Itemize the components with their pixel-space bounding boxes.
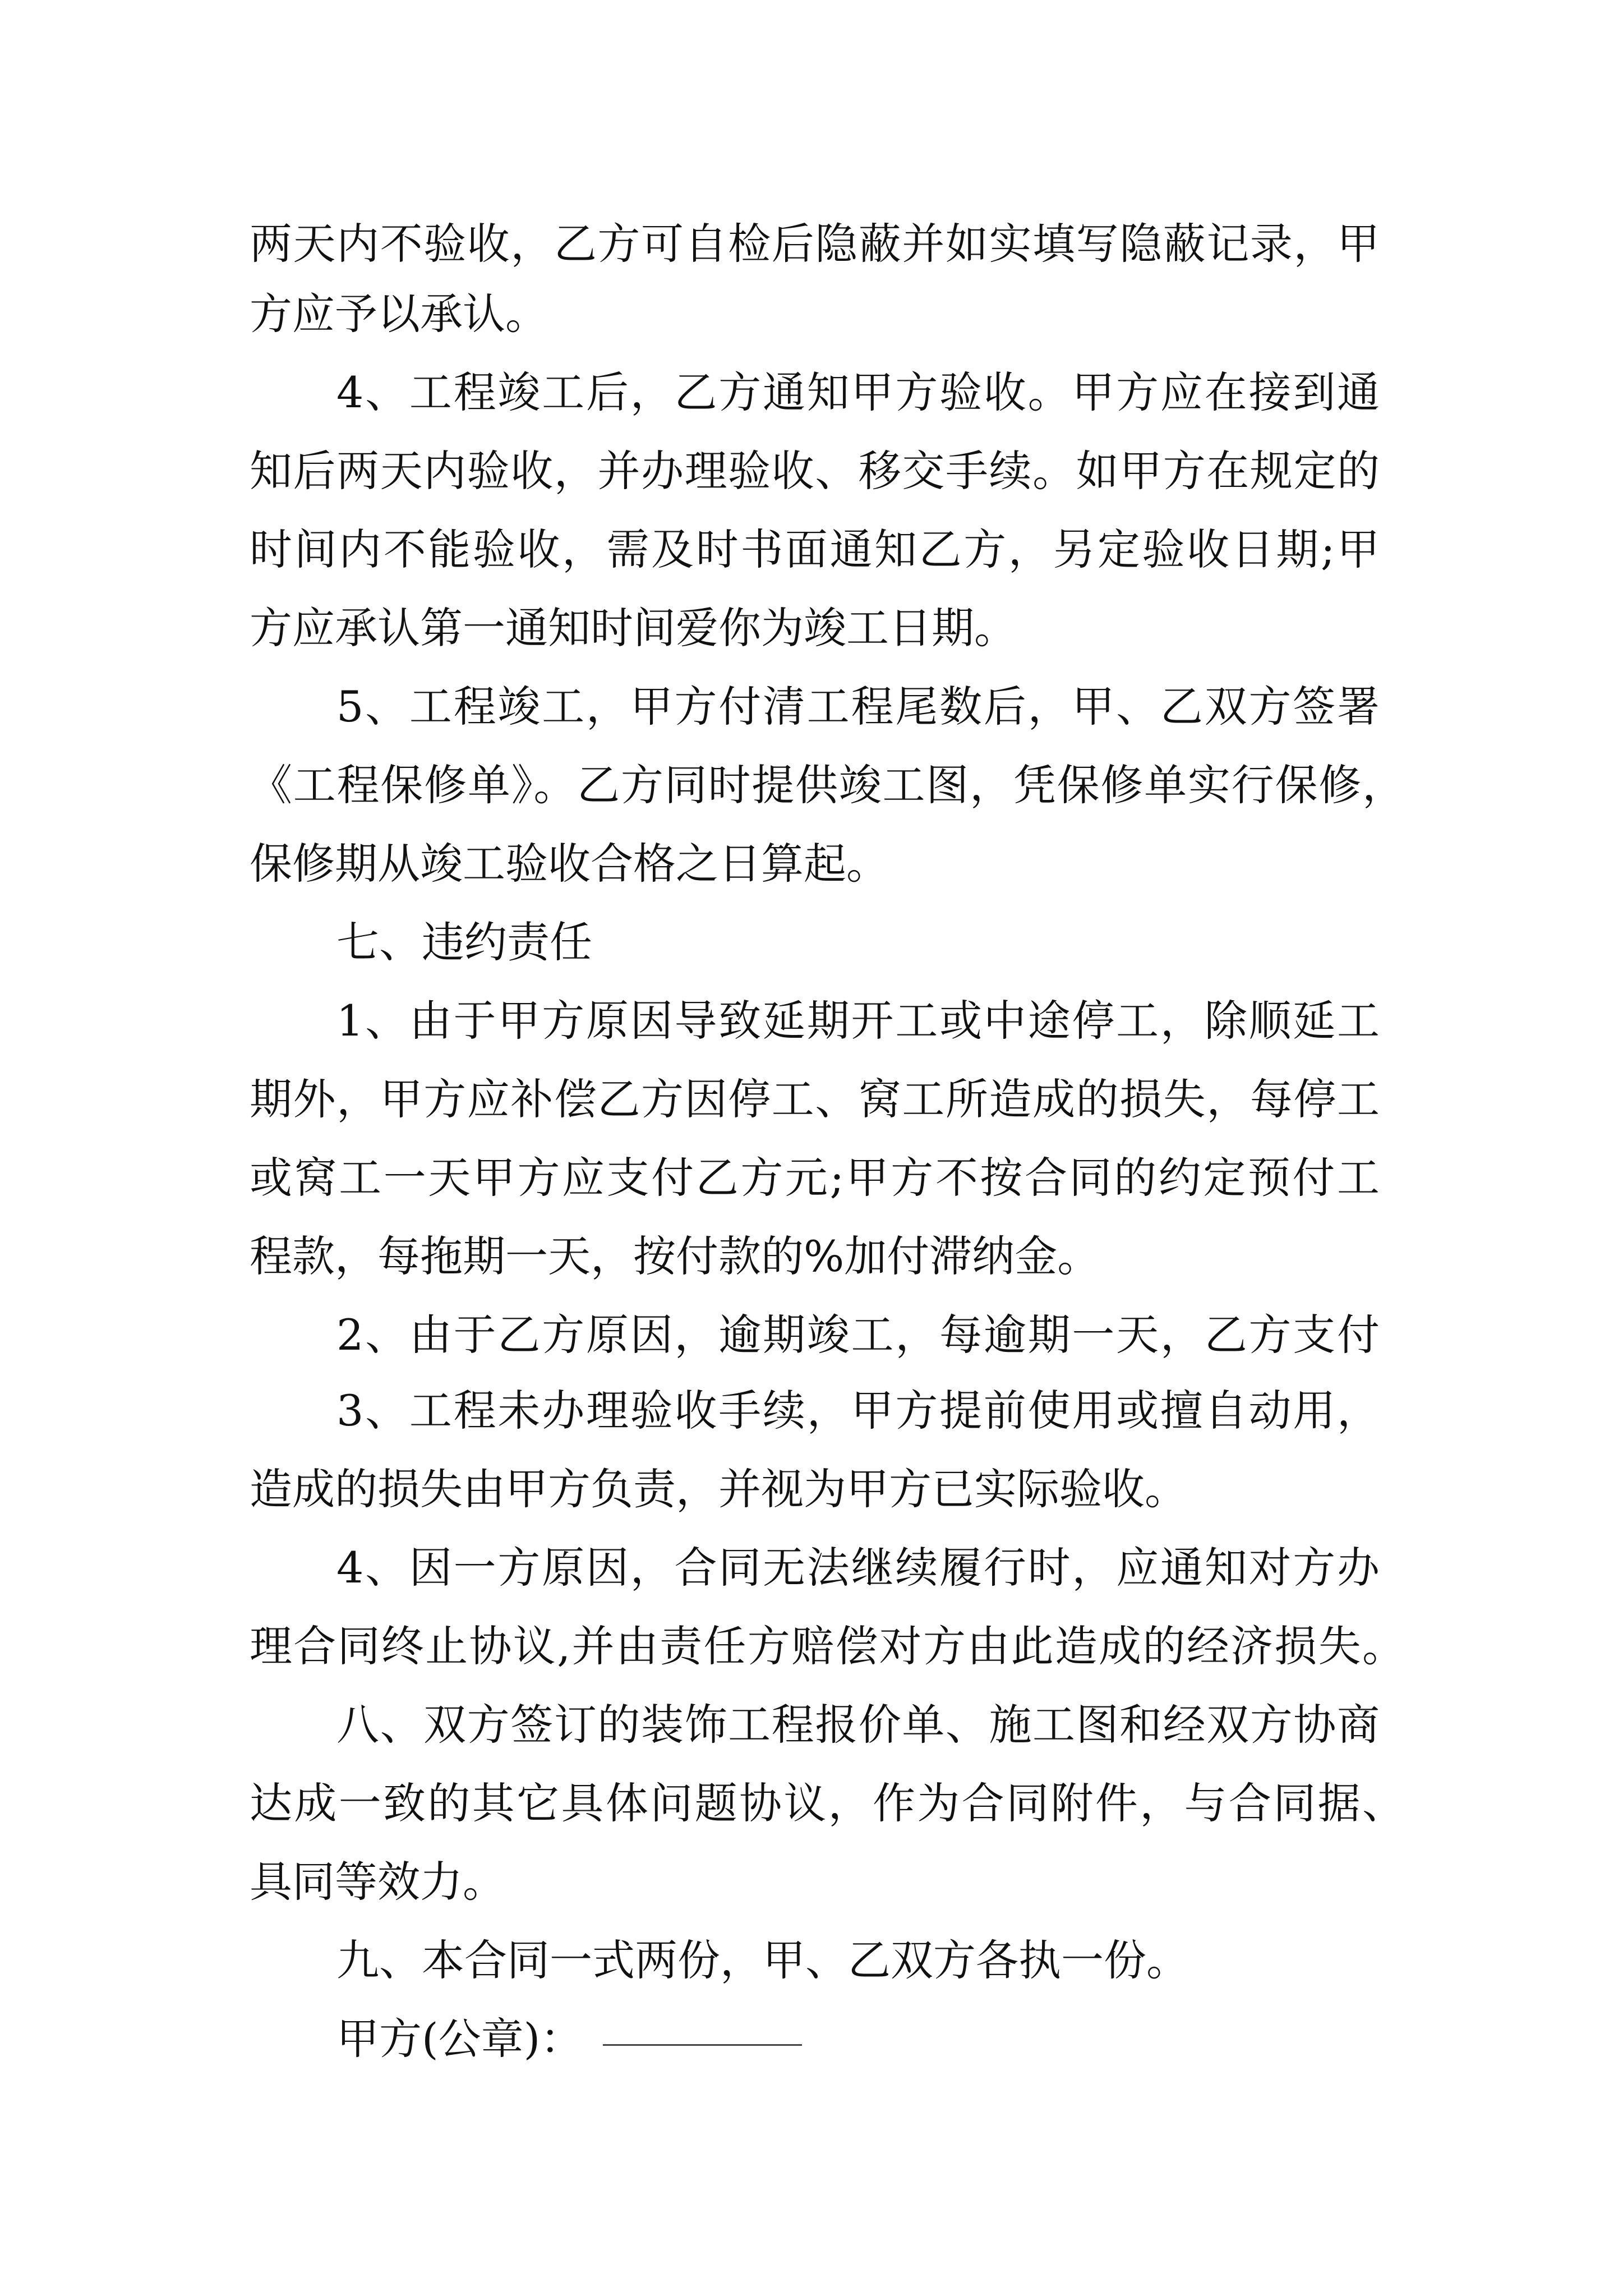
text-line: 两天内不验收，乙方可自检后隐蔽并如实填写隐蔽记录，甲: [250, 219, 1381, 269]
section-heading: 九、本合同一式两份，甲、乙双方各执一份。: [336, 1935, 1189, 1985]
text-line: 方应予以承认。: [250, 289, 548, 339]
signature-blank-line: [603, 2044, 802, 2046]
text-line: 期外，甲方应补偿乙方因停工、窝工所造成的损失，每停工: [250, 1074, 1381, 1124]
text-line: 时间内不能验收，需及时书面通知乙方，另定验收日期;甲: [250, 524, 1382, 574]
text-line: 方应承认第一通知时间爱你为竣工日期。: [250, 603, 1017, 653]
section-heading: 七、违约责任: [336, 917, 592, 967]
text-line: 3、工程未办理验收手续，甲方提前使用或擅自动用，: [336, 1386, 1381, 1435]
text-line: 1、由于甲方原因导致延期开工或中途停工，除顺延工: [336, 996, 1381, 1046]
text-line: 保修期从竣工验收合格之日算起。: [250, 839, 889, 889]
text-line: 2、由于乙方原因，逾期竣工，每逾期一天，乙方支付: [336, 1310, 1381, 1360]
text-line: 或窝工一天甲方应支付乙方元;甲方不按合同的约定预付工: [250, 1153, 1382, 1203]
text-line: 4、工程竣工后，乙方通知甲方验收。甲方应在接到通: [336, 367, 1381, 417]
text-line: 理合同终止协议,并由责任方赔偿对方由此造成的经济损失。: [250, 1621, 1407, 1671]
text-line: 八、双方签订的装饰工程报价单、施工图和经双方协商: [336, 1700, 1381, 1750]
text-line: 4、因一方原因，合同无法继续履行时，应通知对方办: [336, 1543, 1381, 1593]
text-line: 知后两天内验收，并办理验收、移交手续。如甲方在规定的: [250, 446, 1381, 496]
text-line: 程款，每拖期一天，按付款的%加付滞纳金。: [250, 1231, 1100, 1281]
text-line: 5、工程竣工，甲方付清工程尾数后，甲、乙双方签署: [336, 682, 1381, 731]
text-line: 达成一致的其它具体问题协议，作为合同附件，与合同据、: [250, 1778, 1407, 1828]
text-line: 造成的损失由甲方负责，并视为甲方已实际验收。: [250, 1464, 1187, 1514]
text-line: 具同等效力。: [250, 1857, 505, 1907]
text-line: 《工程保修单》。乙方同时提供竣工图，凭保修单实行保修，: [250, 760, 1406, 810]
signature-label: 甲方(公章)：: [336, 2014, 583, 2064]
